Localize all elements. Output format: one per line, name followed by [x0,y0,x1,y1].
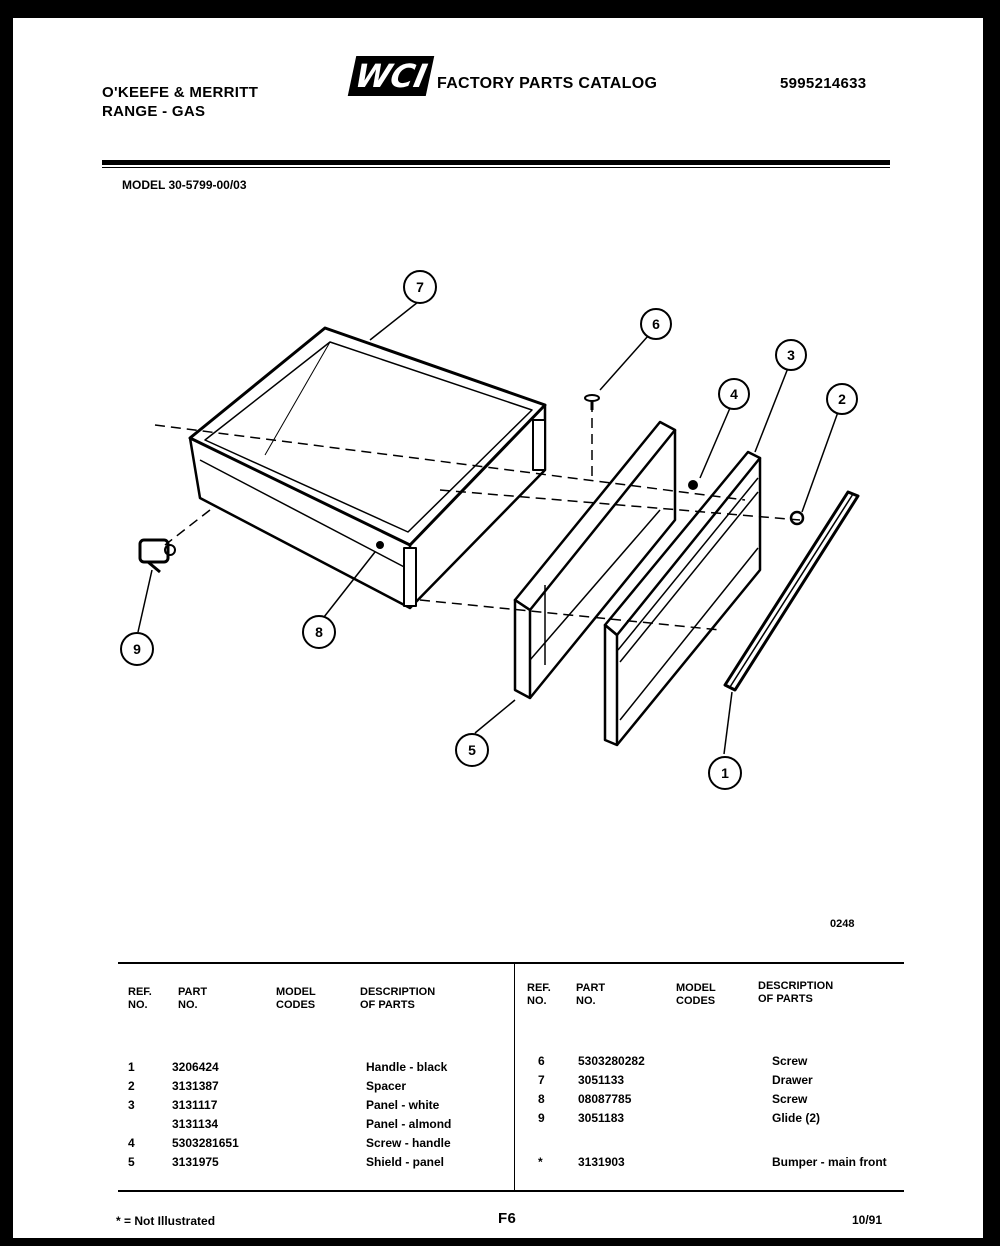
callout-6: 6 [640,308,672,340]
part-description: Drawer [772,1073,813,1087]
callout-8: 8 [302,615,336,649]
callout-4: 4 [718,378,750,410]
header-model-codes: MODEL CODES [276,986,316,1011]
front-panel-part [605,452,760,745]
catalog-title: FACTORY PARTS CATALOG [437,75,658,92]
header-ref-no-right: REF. NO. [527,982,551,1007]
header-part-no: PART NO. [178,986,208,1011]
part-description: Screw [772,1092,808,1106]
table-divider [514,962,515,1190]
part-no: 3051133 [578,1073,625,1087]
ref-no: 1 [128,1060,135,1074]
callout-1: 1 [708,756,742,790]
ref-no: 3 [128,1098,135,1112]
part-description: Spacer [366,1079,407,1093]
part-no: 5303280282 [578,1054,645,1068]
part-no: 3131903 [578,1155,625,1169]
callout-7: 7 [403,270,437,304]
header-description-right: DESCRIPTION OF PARTS [758,980,834,1005]
wci-logo: WCI [348,56,435,96]
ref-no: 5 [128,1155,135,1169]
catalog-number: 5995214633 [780,75,867,92]
part-description: Panel - almond [366,1117,452,1131]
part-no: 3131975 [172,1155,219,1169]
part-no: 08087785 [578,1092,632,1106]
model-number: MODEL 30-5799-00/03 [122,178,247,192]
part-description: Screw [772,1054,808,1068]
ref-no: 7 [538,1073,545,1087]
glide-part [140,540,175,572]
part-description: Screw - handle [366,1136,451,1150]
header-part-no-right: PART NO. [576,982,606,1007]
ref-no: 6 [538,1054,545,1068]
ref-no: 8 [538,1092,545,1106]
callout-2: 2 [826,383,858,415]
part-no: 3131387 [172,1079,219,1093]
table-top-rule [118,962,904,964]
part-no: 3131134 [172,1117,219,1131]
part-no: 3131117 [172,1098,218,1112]
part-no: 3051183 [578,1111,625,1125]
ref-no: 2 [128,1079,135,1093]
part-description: Shield - panel [366,1155,445,1169]
ref-no: * [538,1155,543,1169]
callout-3: 3 [775,339,807,371]
part-description: Panel - white [366,1098,440,1112]
screw-part [585,395,599,410]
revision-date: 10/91 [852,1213,883,1227]
header-description: DESCRIPTION OF PARTS [360,986,436,1011]
ref-no: 9 [538,1111,545,1125]
footnote: * = Not Illustrated [116,1214,216,1228]
brand-name: O'KEEFE & MERRITT [102,84,259,101]
part-description: Handle - black [366,1060,448,1074]
part-no: 3206424 [172,1060,219,1074]
part-no: 5303281651 [172,1136,239,1150]
callout-9: 9 [120,632,154,666]
diagram-code: 0248 [830,918,855,930]
header-ref-no: REF. NO. [128,986,152,1011]
header-model-codes-right: MODEL CODES [676,982,716,1007]
page-number: F6 [498,1210,517,1227]
callout-5: 5 [455,733,489,767]
table-bottom-rule [118,1190,904,1192]
ref-no: 4 [128,1136,135,1150]
part-description: Bumper - main front [772,1155,887,1169]
part-description: Glide (2) [772,1111,821,1125]
product-type: RANGE - GAS [102,103,206,120]
